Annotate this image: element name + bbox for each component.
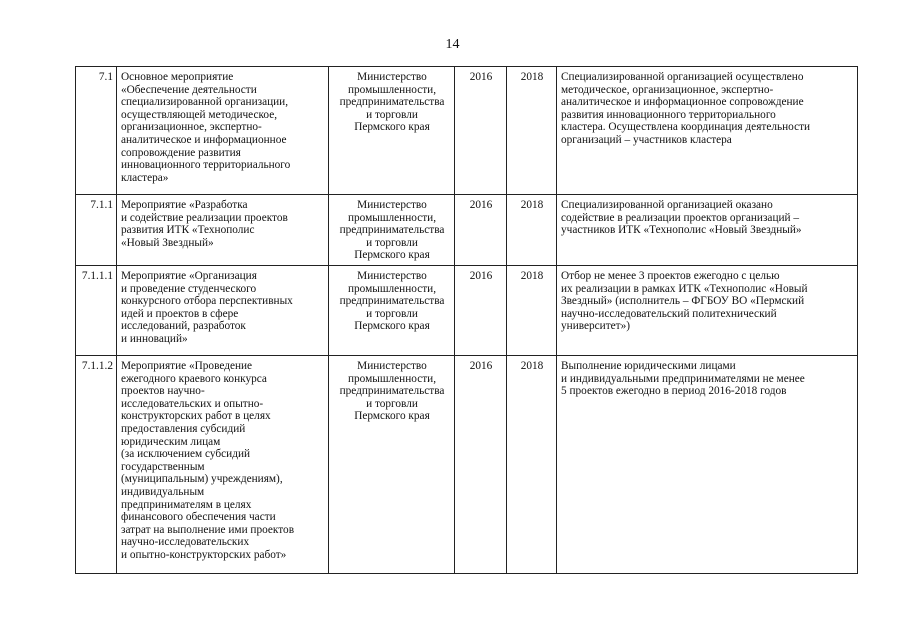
responsible-executor: Министерство промышленности, предпринимательства и торговли Пермского края — [329, 265, 455, 355]
table-row — [76, 355, 858, 573]
start-year: 2016 — [455, 195, 507, 266]
table-row — [76, 67, 858, 195]
end-year: 2018 — [507, 355, 557, 573]
item-number: 7.1.1.1 — [76, 265, 117, 355]
responsible-executor: Министерство промышленности, предпринимательства и торговли Пермского края — [329, 195, 455, 266]
item-number: 7.1.1.2 — [76, 355, 117, 573]
item-number: 7.1.1 — [76, 195, 117, 266]
activity-description: Основное мероприятие «Обеспечение деятельности специализированной организации, осуществляющей методическое, организационное, экспертно- аналитическое и информационное сопровождение развития инновационного территориального кластера» — [117, 67, 329, 195]
expected-result: Специализированной организацией осуществлено методическое, организационное, экспертно- аналитическое и информационное сопровождение развития инновационного территориального кластера. Осуществлена координация деятельности организаций – участников кластера — [557, 67, 858, 195]
activity-description: Мероприятие «Проведение ежегодного краевого конкурса проектов научно- исследовательских и опытно- конструкторских работ в целях предоставления субсидий юридическим лицам (за исключением субсидий государственным (муниципальным) учреждениям), индивидуальным предпринимателям в целях финансового обеспечения части затрат на выполнение ими проектов научно-исследовательских и опытно-конструкторских работ» — [117, 355, 329, 573]
end-year: 2018 — [507, 195, 557, 266]
activity-description: Мероприятие «Разработка и содействие реализации проектов развития ИТК «Технополис «Новый Звездный» — [117, 195, 329, 266]
page-number: 14 — [445, 37, 460, 52]
expected-result: Специализированной организацией оказано содействие в реализации проектов организаций – участников ИТК «Технополис «Новый Звездный» — [557, 195, 858, 266]
expected-result: Выполнение юридическими лицами и индивидуальными предпринимателями не менее 5 проектов ежегодно в период 2016-2018 годов — [557, 355, 858, 573]
expected-result: Отбор не менее 3 проектов ежегодно с целью их реализации в рамках ИТК «Технополис «Новый Звездный» (исполнитель – ФГБОУ ВО «Пермский научно-исследовательский политехнический университет») — [557, 265, 858, 355]
responsible-executor: Министерство промышленности, предпринимательства и торговли Пермского края — [329, 355, 455, 573]
start-year: 2016 — [455, 355, 507, 573]
table-row — [76, 195, 858, 266]
activity-description: Мероприятие «Организация и проведение студенческого конкурсного отбора перспективных идей и проектов в сфере исследований, разработок и инноваций» — [117, 265, 329, 355]
responsible-executor: Министерство промышленности, предпринимательства и торговли Пермского края — [329, 67, 455, 195]
end-year: 2018 — [507, 265, 557, 355]
activities-table — [75, 66, 858, 574]
start-year: 2016 — [455, 67, 507, 195]
end-year: 2018 — [507, 67, 557, 195]
start-year: 2016 — [455, 265, 507, 355]
table-row — [76, 265, 858, 355]
item-number: 7.1 — [76, 67, 117, 195]
